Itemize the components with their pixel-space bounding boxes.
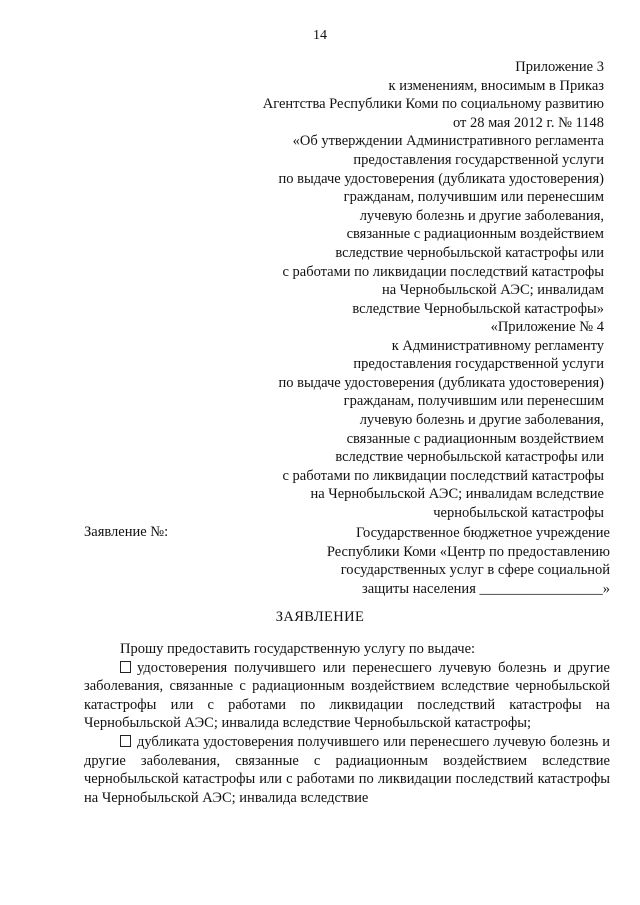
option-certificate-text: удостоверения получившего или перенесшего лучевую болезнь и другие заболевания, связанные с радиационным воздействием вследствие чернобыльской катастрофы или с работами по ликвидации последствий катастрофы на Чернобыльской АЭС; инвалида вследствие Чернобыльской катастрофы; [84,659,610,732]
addressee-line: Государственное бюджетное учреждение [355,525,610,541]
appendix-4-line: связанные с радиационным воздействием [346,430,604,447]
appendix-3-line: по выдаче удостоверения (дубликата удостоверения) [278,170,604,187]
appendix-3-line: Агентства Республики Коми по социальному развитию [262,96,604,113]
appendix-4-line: чернобыльской катастрофы [433,504,604,521]
appendix-3-line: на Чернобыльской АЭС; инвалидам [381,282,604,299]
appendix-3-line: Приложение 3 [515,59,604,75]
page-number: 14 [313,28,327,43]
appendix-3-line: от 28 мая 2012 г. № 1148 [452,114,604,131]
appendix-4-line: лучевую болезнь и другие заболевания, [359,411,604,428]
checkbox-certificate[interactable] [120,661,131,673]
addressee-line: Республики Коми «Центр по предоставлению [326,543,610,560]
checkbox-duplicate[interactable] [120,735,131,747]
document-heading: ЗАЯВЛЕНИЕ [275,609,365,625]
addressee-block [327,524,610,598]
option-certificate[interactable] [84,659,610,733]
appendix-4-line: с работами по ликвидации последствий катастрофы [282,467,604,484]
appendix-4-line: гражданам, получившим или перенесшим [343,393,604,410]
appendix-3-line: с работами по ликвидации последствий катастрофы [282,263,604,280]
application-body [84,640,610,807]
appendix-4-line: на Чернобыльской АЭС; инвалидам вследствие [310,486,604,503]
option-duplicate-text: дубликата удостоверения получившего или перенесшего лучевую болезнь и другие заболевания, связанные с радиационным воздействием вследствие чернобыльской катастрофы или с работами по ликвидации последствий катастрофы на Чернобыльской АЭС; инвалида вследствие [84,733,610,806]
appendix-3-line: «Об утверждении Административного регламента [292,133,604,150]
appendix-3-line: вследствие чернобыльской катастрофы или [335,244,604,261]
intro-paragraph: Прошу предоставить государственную услугу по выдаче: [120,641,476,657]
application-number-label: Заявление №: [84,524,169,540]
appendix-4-header [279,318,604,523]
addressee-line: защиты населения _________________» [361,580,610,597]
appendix-3-line: к изменениям, вносимым в Приказ [388,77,604,94]
option-duplicate[interactable] [84,733,610,807]
appendix-3-line: предоставления государственной услуги [353,151,604,168]
appendix-4-line: предоставления государственной услуги [353,356,604,373]
addressee-line: государственных услуг в сфере социальной [340,562,610,579]
appendix-3-line: лучевую болезнь и другие заболевания, [359,207,604,224]
appendix-3-line: гражданам, получившим или перенесшим [343,189,604,206]
appendix-4-line: «Приложение № 4 [490,319,604,335]
appendix-4-line: по выдаче удостоверения (дубликата удостоверения) [278,374,604,391]
appendix-4-line: к Административному регламенту [391,337,604,354]
appendix-3-line: вследствие Чернобыльской катастрофы» [352,300,604,317]
appendix-3-header [263,58,604,318]
appendix-3-line: связанные с радиационным воздействием [346,226,604,243]
appendix-4-line: вследствие чернобыльской катастрофы или [335,449,604,466]
